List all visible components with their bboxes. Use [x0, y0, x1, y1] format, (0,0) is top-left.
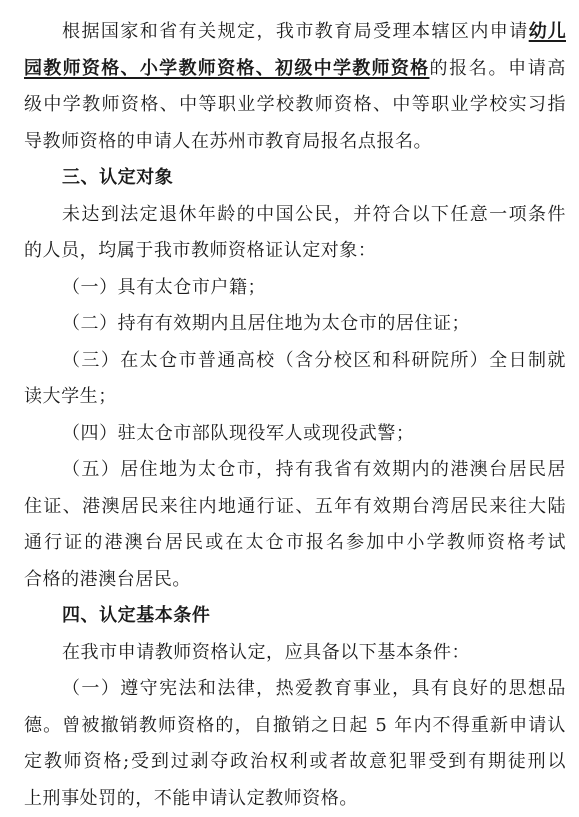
list-item: （一）遵守宪法和法律，热爱教育事业，具有良好的思想品 — [24, 671, 566, 708]
list-item: （一）具有太仓市户籍； — [24, 270, 566, 307]
list-item: （三）在太仓市普通高校（含分校区和科研院所）全日制就 — [24, 343, 566, 380]
list-item-continuation: 德。曾被撤销教师资格的，自撤销之日起 5 年内不得重新申请认 — [24, 708, 566, 745]
paragraph-line: 未达到法定退休年龄的中国公民，并符合以下任意一项条件 — [24, 197, 566, 234]
emphasized-text: 园教师资格、小学教师资格、初级中学教师资格 — [24, 58, 429, 79]
list-item-continuation: 合格的港澳台居民。 — [24, 562, 566, 599]
list-item-continuation: 读大学生； — [24, 379, 566, 416]
intro-line-3: 级中学教师资格、中等职业学校教师资格、中等职业学校实习指 — [24, 87, 566, 124]
list-item: （二）持有有效期内且居住地为太仓市的居住证； — [24, 306, 566, 343]
list-item: （五）居住地为太仓市，持有我省有效期内的港澳台居民居 — [24, 452, 566, 489]
list-item-continuation: 上刑事处罚的，不能申请认定教师资格。 — [24, 781, 566, 817]
intro-line-2 — [24, 51, 566, 88]
emphasized-text: 幼儿 — [529, 21, 566, 42]
list-item-continuation: 定教师资格;受到过剥夺政治权利或者故意犯罪受到有期徒刑以 — [24, 744, 566, 781]
intro-text: 的报名。申请高 — [429, 58, 566, 79]
intro-text: 根据国家和省有关规定，我市教育局受理本辖区内申请 — [62, 21, 529, 42]
paragraph-line: 的人员，均属于我市教师资格证认定对象： — [24, 233, 566, 270]
intro-line-4: 导教师资格的申请人在苏州市教育局报名点报名。 — [24, 124, 566, 161]
list-item-continuation: 住证、港澳居民来往内地通行证、五年有效期台湾居民来往大陆 — [24, 489, 566, 526]
section-heading-4: 四、认定基本条件 — [24, 598, 566, 635]
paragraph-line: 在我市申请教师资格认定，应具备以下基本条件： — [24, 635, 566, 672]
section-heading-3: 三、认定对象 — [24, 160, 566, 197]
intro-line-1 — [24, 14, 566, 51]
list-item: （四）驻太仓市部队现役军人或现役武警； — [24, 416, 566, 453]
list-item-continuation: 通行证的港澳台居民或在太仓市报名参加中小学教师资格考试 — [24, 525, 566, 562]
